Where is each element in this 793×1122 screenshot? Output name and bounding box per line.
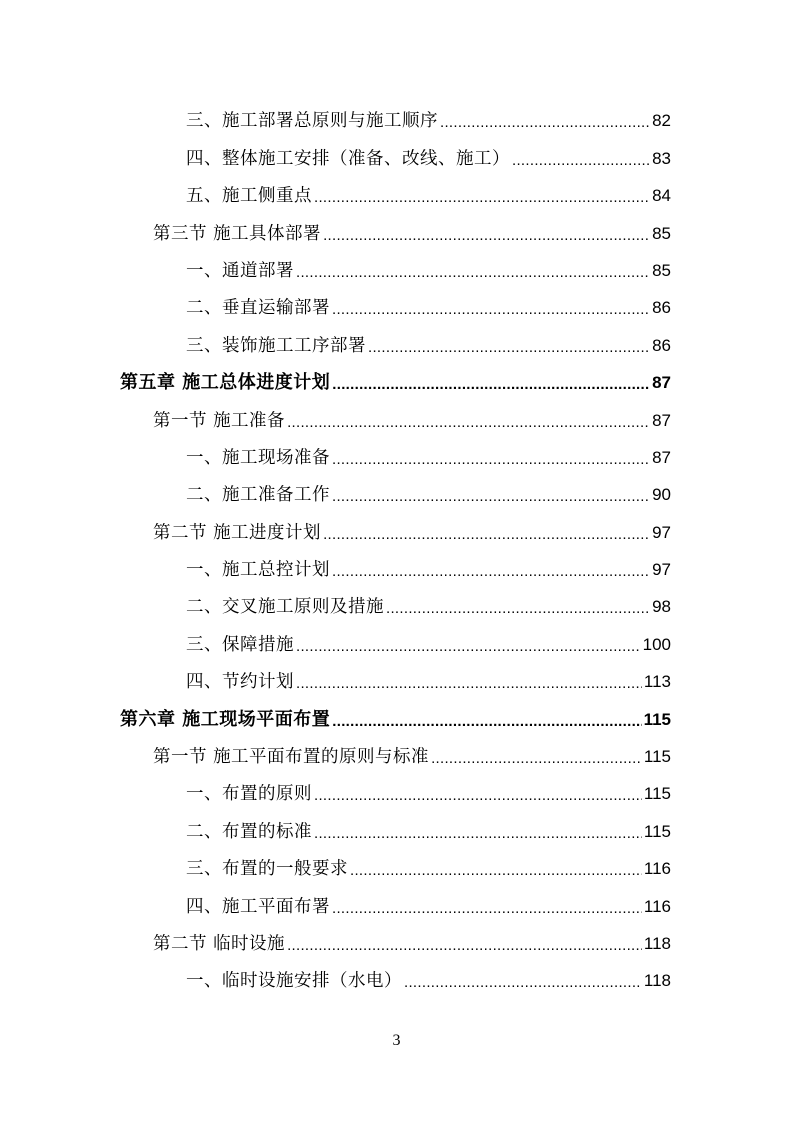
toc-entry-page: 116 (643, 896, 671, 916)
toc-entry-title: 二、垂直运输部署 (186, 298, 330, 319)
toc-entry[interactable] (186, 438, 671, 475)
toc-dot-leader (332, 452, 650, 468)
toc-entry-page: 98 (652, 597, 671, 617)
toc-dot-leader (296, 639, 641, 655)
toc-entry-page: 90 (652, 485, 671, 505)
toc-dot-leader (386, 601, 650, 617)
toc-entry-title: 一、布置的原则 (186, 784, 312, 805)
toc-dot-leader (440, 115, 650, 131)
toc-entry-title: 第六章 施工现场平面布置 (120, 708, 331, 730)
toc-entry[interactable] (186, 587, 671, 624)
toc-entry-page: 115 (643, 747, 671, 767)
toc-chapter-entry[interactable] (120, 699, 671, 736)
toc-entry-title: 三、施工部署总原则与施工顺序 (186, 111, 438, 132)
toc-entry-page: 115 (643, 709, 671, 729)
toc-entry[interactable] (186, 550, 671, 587)
toc-entry-page: 87 (652, 373, 671, 393)
toc-dot-leader (287, 938, 642, 954)
toc-dot-leader (296, 265, 650, 281)
toc-entry-page: 116 (643, 859, 671, 879)
toc-entry-title: 第五章 施工总体进度计划 (120, 372, 331, 394)
toc-entry-page: 86 (652, 335, 671, 355)
toc-entry-page: 83 (652, 148, 671, 168)
toc-entry-title: 四、节约计划 (186, 672, 294, 693)
toc-section-entry[interactable] (153, 737, 671, 774)
toc-dot-leader (314, 826, 642, 842)
toc-section-entry[interactable] (153, 400, 671, 437)
toc-entry-page: 85 (652, 223, 671, 243)
toc-entry-title: 三、布置的一般要求 (186, 859, 348, 880)
toc-dot-leader (332, 901, 642, 917)
toc-entry[interactable] (186, 886, 671, 923)
toc-entry[interactable] (186, 811, 671, 848)
toc-entry[interactable] (186, 624, 671, 661)
toc-entry-title: 第一节 施工准备 (153, 410, 286, 431)
toc-entry-page: 118 (643, 971, 671, 991)
toc-section-entry[interactable] (153, 512, 671, 549)
toc-dot-leader (314, 190, 650, 206)
toc-dot-leader (512, 153, 650, 169)
toc-entry-title: 一、施工总控计划 (186, 560, 330, 581)
toc-entry-page: 82 (652, 111, 671, 131)
toc-entry[interactable] (186, 475, 671, 512)
toc-entry[interactable] (186, 774, 671, 811)
toc-dot-leader (431, 751, 642, 767)
toc-entry-title: 四、施工平面布署 (186, 896, 330, 917)
toc-dot-leader (350, 863, 642, 879)
toc-entry-title: 第一节 施工平面布置的原则与标准 (153, 747, 430, 768)
toc-entry-title: 二、交叉施工原则及措施 (186, 597, 384, 618)
toc-entry[interactable] (186, 961, 671, 998)
toc-dot-leader (332, 302, 650, 318)
toc-entry-page: 84 (652, 186, 671, 206)
toc-dot-leader (287, 415, 650, 431)
toc-entry-page: 87 (652, 447, 671, 467)
toc-entry-title: 第二节 临时设施 (153, 933, 286, 954)
toc-dot-leader (332, 377, 650, 393)
toc-section-entry[interactable] (153, 213, 671, 250)
toc-entry[interactable] (186, 176, 671, 213)
toc-entry-title: 五、施工侧重点 (186, 186, 312, 207)
toc-entry[interactable] (186, 288, 671, 325)
toc-entry-title: 第二节 施工进度计划 (153, 522, 322, 543)
toc-entry[interactable] (186, 101, 671, 138)
toc-dot-leader (368, 340, 650, 356)
toc-dot-leader (332, 564, 650, 580)
toc-dot-leader (323, 228, 650, 244)
toc-entry-page: 86 (652, 298, 671, 318)
toc-dot-leader (314, 788, 642, 804)
toc-entry-title: 一、施工现场准备 (186, 447, 330, 468)
table-of-contents (0, 101, 793, 998)
toc-entry-page: 85 (652, 260, 671, 280)
toc-entry-title: 二、施工准备工作 (186, 485, 330, 506)
toc-entry-title: 一、临时设施安排（水电） (186, 971, 402, 992)
toc-entry-title: 三、装饰施工工序部署 (186, 335, 366, 356)
toc-dot-leader (332, 714, 641, 730)
toc-entry-page: 113 (643, 672, 671, 692)
toc-entry[interactable] (186, 662, 671, 699)
toc-entry[interactable] (186, 251, 671, 288)
toc-entry-title: 一、通道部署 (186, 260, 294, 281)
toc-entry-title: 三、保障措施 (186, 634, 294, 655)
toc-entry-title: 第三节 施工具体部署 (153, 223, 322, 244)
toc-entry[interactable] (186, 849, 671, 886)
toc-dot-leader (323, 527, 650, 543)
toc-entry[interactable] (186, 325, 671, 362)
toc-chapter-entry[interactable] (120, 363, 671, 400)
toc-entry-page: 87 (652, 410, 671, 430)
toc-dot-leader (332, 489, 650, 505)
toc-entry-page: 100 (642, 634, 671, 654)
toc-entry[interactable] (186, 138, 671, 175)
toc-entry-title: 四、整体施工安排（准备、改线、施工） (186, 148, 510, 169)
toc-entry-page: 115 (643, 784, 671, 804)
toc-dot-leader (404, 975, 642, 991)
toc-entry-page: 97 (652, 522, 671, 542)
toc-dot-leader (296, 676, 642, 692)
toc-entry-page: 118 (643, 933, 671, 953)
toc-entry-title: 二、布置的标准 (186, 821, 312, 842)
toc-section-entry[interactable] (153, 924, 671, 961)
toc-entry-page: 115 (643, 821, 671, 841)
page-number: 3 (392, 1032, 401, 1049)
toc-entry-page: 97 (652, 560, 671, 580)
